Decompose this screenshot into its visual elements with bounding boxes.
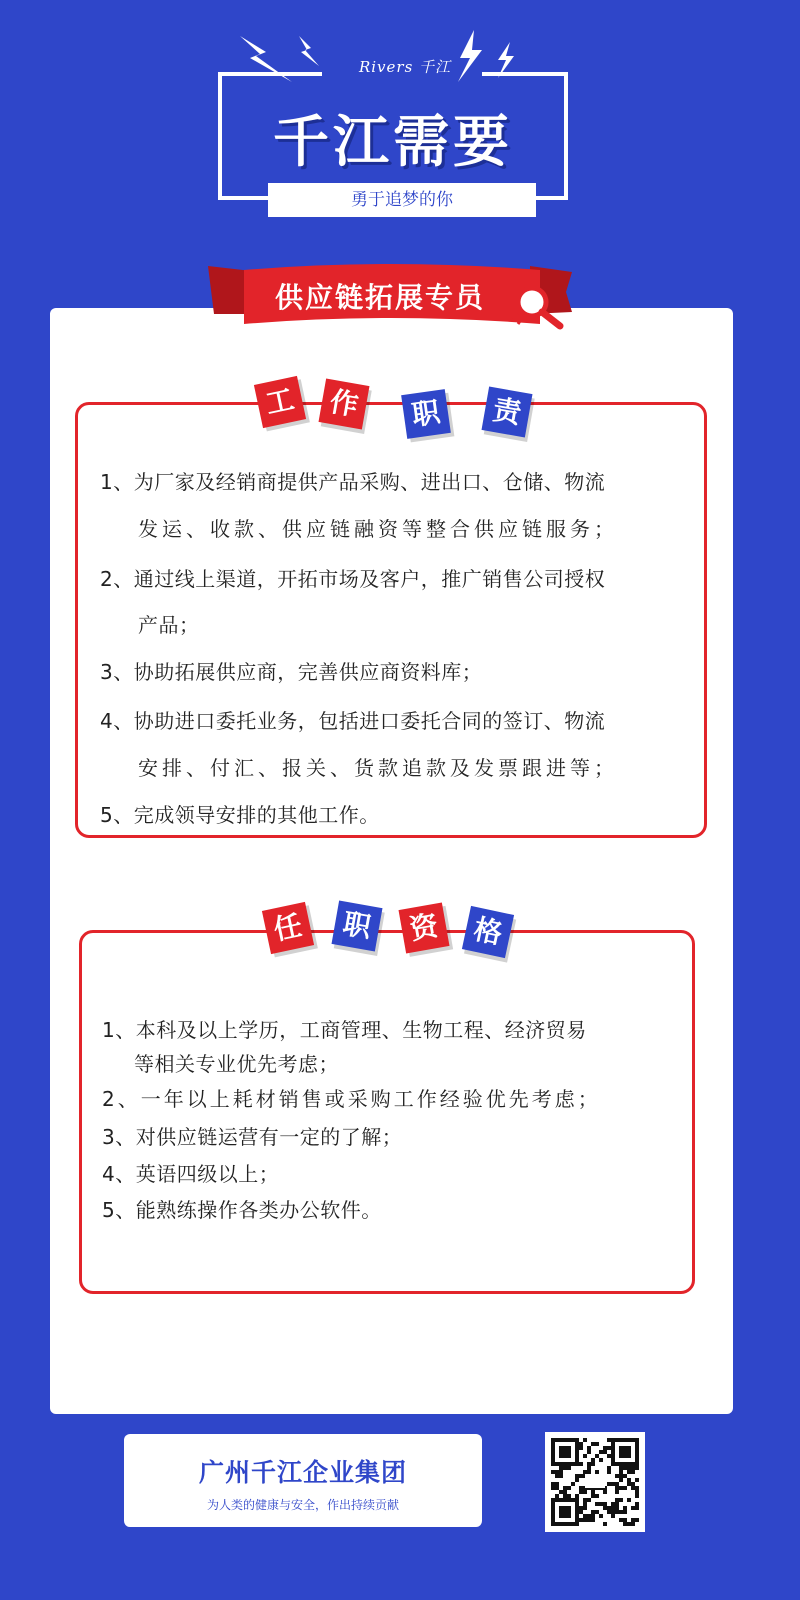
brand-logo: Rivers 千江 — [358, 58, 452, 76]
duties-title-char: 职 — [401, 389, 451, 439]
qualification-line: 2、一年以上耗材销售或采购工作经验优先考虑； — [102, 1087, 601, 1111]
duty-line: 产品； — [138, 613, 200, 637]
magnifier-icon — [510, 282, 568, 330]
position-title: 供应链拓展专员 — [274, 281, 485, 314]
qr-code-icon — [545, 1432, 645, 1532]
qualification-line: 3、对供应链运营有一定的了解； — [102, 1125, 403, 1149]
duty-line: 2、通过线上渠道，开拓市场及客户，推广销售公司授权 — [100, 567, 606, 591]
duty-line: 发运、收款、供应链融资等整合供应链服务； — [138, 517, 618, 541]
lightning-bolt-icon — [492, 40, 518, 80]
lightning-bolt-icon — [236, 30, 296, 90]
qualifications-title-char: 职 — [332, 901, 383, 952]
duty-line: 3、协助拓展供应商，完善供应商资料库； — [100, 660, 483, 684]
duties-title-char: 工 — [254, 376, 306, 428]
duty-line: 安排、付汇、报关、货款追款及发票跟进等； — [138, 756, 618, 780]
duties-title-char: 作 — [319, 379, 370, 430]
company-slogan: 为人类的健康与安全，作出持续贡献 — [206, 1498, 399, 1512]
company-name: 广州千江企业集团 — [198, 1458, 407, 1487]
qualification-line: 4、英语四级以上； — [102, 1162, 280, 1186]
qualifications-title-char: 资 — [399, 903, 450, 954]
qualification-line: 等相关专业优先考虑； — [134, 1052, 339, 1076]
page-title: 千江需要 — [273, 110, 513, 175]
qualification-line: 1、本科及以上学历，工商管理、生物工程、经济贸易 — [102, 1018, 587, 1042]
duty-line: 1、为厂家及经销商提供产品采购、进出口、仓储、物流 — [100, 470, 606, 494]
duty-line: 4、协助进口委托业务，包括进口委托合同的签订、物流 — [100, 709, 606, 733]
qualification-line: 5、能熟练操作各类办公软件。 — [102, 1198, 382, 1222]
subtitle: 勇于追梦的你 — [268, 183, 536, 217]
duty-line: 5、完成领导安排的其他工作。 — [100, 803, 380, 827]
duties-title-char: 责 — [482, 387, 533, 438]
qualifications-section — [79, 930, 695, 1294]
qualifications-title-char: 任 — [262, 902, 314, 954]
qualifications-title-char: 格 — [462, 906, 514, 958]
lightning-bolt-icon — [293, 34, 323, 70]
